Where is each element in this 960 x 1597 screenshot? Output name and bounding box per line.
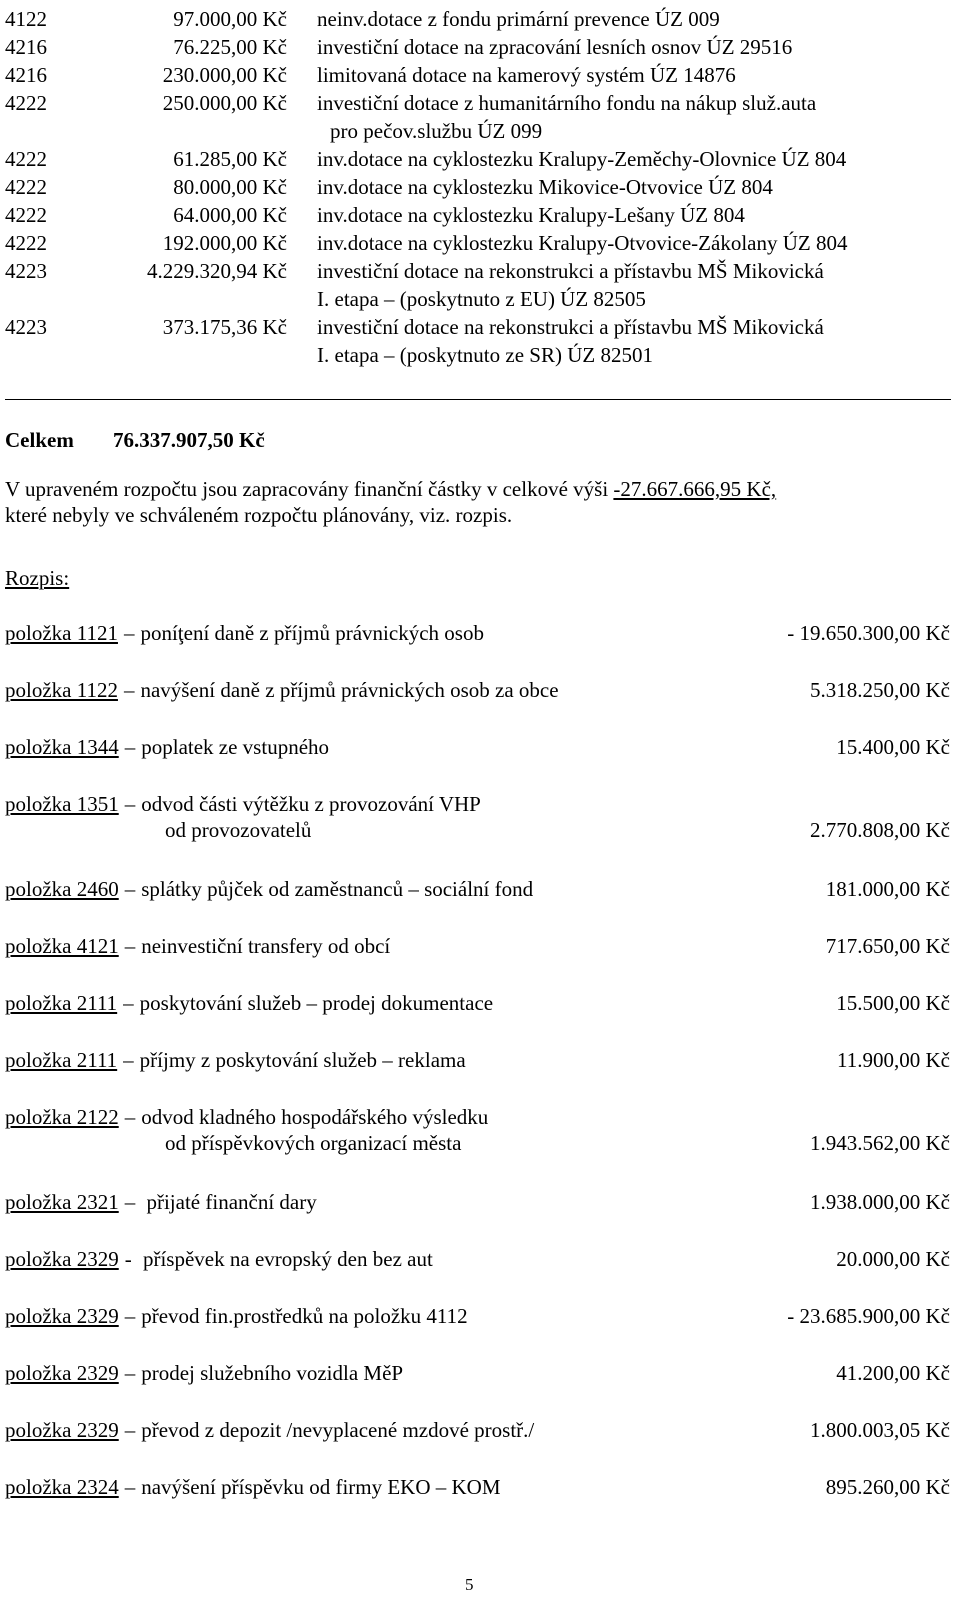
grant-row [5, 313, 955, 341]
item-code: položka 2329 [5, 1418, 119, 1442]
grant-description-continuation: I. etapa – (poskytnuto z EU) ÚZ 82505 [317, 287, 646, 311]
grant-amount: 230.000,00 Kč [162, 63, 287, 87]
grant-description: investiční dotace na rekonstrukci a přístavbu MŠ Mikovická [317, 259, 824, 283]
item-amount: 15.500,00 Kč [836, 991, 950, 1015]
summary-text: V upraveném rozpočtu jsou zapracovány finanční částky v celkové výši [5, 477, 614, 501]
item-amount: 895.260,00 Kč [825, 1475, 950, 1499]
grant-amount: 61.285,00 Kč [173, 147, 287, 171]
grant-row-continuation [5, 285, 955, 313]
item-description: prodej služebního vozidla MěP [141, 1361, 404, 1385]
grant-description: investiční dotace z humanitárního fondu na nákup služ.auta [317, 91, 817, 115]
item-description: navýšení daně z příjmů právnických osob za obce [140, 678, 559, 702]
list-item: položka 2111 – poskytování služeb – prodej dokumentace 15.500,00 Kč [5, 991, 950, 1015]
grant-amount: 80.000,00 Kč [173, 175, 287, 199]
grant-row [5, 201, 955, 229]
item-amount: 1.943.562,00 Kč [810, 1131, 950, 1155]
grant-description: inv.dotace na cyklostezku Kralupy-Otvovice-Zákolany ÚZ 804 [317, 231, 848, 255]
item-code: položka 2329 [5, 1361, 119, 1385]
item-code: položka 2321 [5, 1190, 119, 1214]
horizontal-rule [5, 399, 951, 400]
grant-description: neinv.dotace z fondu primární prevence ÚZ 009 [317, 7, 720, 31]
list-item: položka 1351 – odvod části výtěžku z provozování VHP od provozovatelů 2.770.808,00 Kč [5, 792, 950, 842]
grant-row-continuation [5, 117, 955, 145]
rozpis-heading: Rozpis: [5, 566, 70, 590]
grant-amount: 64.000,00 Kč [173, 203, 287, 227]
list-item: položka 4121 – neinvestiční transfery od obcí 717.650,00 Kč [5, 934, 950, 958]
item-description: odvod kladného hospodářského výsledku [141, 1105, 489, 1129]
grant-code: 4222 [5, 147, 47, 171]
item-description: příspěvek na evropský den bez aut [137, 1247, 433, 1271]
grant-amount: 76.225,00 Kč [173, 35, 287, 59]
item-amount: 2.770.808,00 Kč [810, 818, 950, 842]
item-code: položka 4121 [5, 934, 119, 958]
list-item: položka 2460 – splátky půjček od zaměstnanců – sociální fond 181.000,00 Kč [5, 877, 950, 901]
item-amount: 11.900,00 Kč [837, 1048, 950, 1072]
grant-amount: 192.000,00 Kč [162, 231, 287, 255]
grant-description: investiční dotace na rekonstrukci a přístavbu MŠ Mikovická [317, 315, 824, 339]
item-code: položka 2329 [5, 1304, 119, 1328]
item-description-line2: od příspěvkových organizací města [165, 1131, 462, 1155]
item-amount: 20.000,00 Kč [836, 1247, 950, 1271]
item-code: položka 2111 [5, 1048, 118, 1072]
grant-amount: 250.000,00 Kč [162, 91, 287, 115]
item-code: položka 2111 [5, 991, 118, 1015]
list-item [5, 1246, 950, 1272]
list-item: položka 2324 – navýšení příspěvku od firmy EKO – KOM 895.260,00 Kč [5, 1475, 950, 1499]
grant-row [5, 61, 955, 89]
summary-amount: -27.667.666,95 Kč, [613, 477, 777, 501]
grant-description: inv.dotace na cyklostezku Kralupy-Lešany ÚZ 804 [317, 203, 745, 227]
item-amount: - 19.650.300,00 Kč [787, 621, 950, 645]
grant-amount: 97.000,00 Kč [173, 7, 287, 31]
grant-code: 4122 [5, 7, 47, 31]
item-description: splátky půjček od zaměstnanců – sociální fond [141, 877, 534, 901]
item-code: položka 1344 [5, 735, 119, 759]
item-amount: 1.938.000,00 Kč [810, 1190, 950, 1214]
item-amount: 15.400,00 Kč [836, 735, 950, 759]
grant-description: inv.dotace na cyklostezku Kralupy-Zeměchy-Olovnice ÚZ 804 [317, 147, 847, 171]
item-description: neinvestiční transfery od obcí [141, 934, 391, 958]
page-number: 5 [465, 1575, 474, 1594]
grant-list [5, 5, 955, 369]
grant-code: 4223 [5, 259, 47, 283]
item-amount: 717.650,00 Kč [825, 934, 950, 958]
list-item: položka 2111 – příjmy z poskytování služeb – reklama 11.900,00 Kč [5, 1048, 950, 1072]
grant-row [5, 257, 955, 285]
grant-code: 4222 [5, 175, 47, 199]
list-item: položka 2329 – prodej služebního vozidla MěP 41.200,00 Kč [5, 1361, 950, 1385]
item-amount: 5.318.250,00 Kč [810, 678, 950, 702]
grant-row-continuation [5, 341, 955, 369]
item-description: přijaté finanční dary [141, 1190, 317, 1214]
item-description: odvod části výtěžku z provozování VHP [141, 792, 481, 816]
grant-code: 4216 [5, 63, 47, 87]
grant-code: 4222 [5, 231, 47, 255]
grant-row [5, 173, 955, 201]
summary-text-2: které nebyly ve schváleném rozpočtu plánovány, viz. rozpis. [5, 503, 513, 527]
list-item: položka 2329 – převod fin.prostředků na položku 4112 - 23.685.900,00 Kč [5, 1304, 950, 1328]
grant-description: investiční dotace na zpracování lesních osnov ÚZ 29516 [317, 35, 793, 59]
grant-code: 4223 [5, 315, 47, 339]
grant-code: 4216 [5, 35, 47, 59]
list-item: položka 1121 – poníţení daně z příjmů právnických osob - 19.650.300,00 Kč [5, 621, 950, 645]
summary-paragraph [5, 476, 950, 528]
grant-description: limitovaná dotace na kamerový systém ÚZ 14876 [317, 63, 736, 87]
item-code: položka 1122 [5, 678, 118, 702]
item-amount: 1.800.003,05 Kč [810, 1418, 950, 1442]
item-description: převod fin.prostředků na položku 4112 [141, 1304, 468, 1328]
item-description: navýšení příspěvku od firmy EKO – KOM [141, 1475, 501, 1499]
item-description: převod z depozit /nevyplacené mzdové prostř./ [141, 1418, 535, 1442]
item-code: položka 1351 [5, 792, 119, 816]
item-description-line2: od provozovatelů [165, 818, 312, 842]
grant-amount: 4.229.320,94 Kč [147, 259, 287, 283]
list-item: položka 1122 – navýšení daně z příjmů právnických osob za obce 5.318.250,00 Kč [5, 678, 950, 702]
item-amount: 41.200,00 Kč [836, 1361, 950, 1385]
total-value: 76.337.907,50 Kč [113, 428, 265, 452]
grant-row [5, 229, 955, 257]
item-description: poskytování služeb – prodej dokumentace [139, 991, 494, 1015]
grant-amount: 373.175,36 Kč [162, 315, 287, 339]
grant-description-continuation: I. etapa – (poskytnuto ze SR) ÚZ 82501 [317, 343, 653, 367]
grant-row [5, 145, 955, 173]
item-description: poplatek ze vstupného [141, 735, 330, 759]
item-code: položka 2329 [5, 1247, 119, 1271]
grant-row [5, 33, 955, 61]
item-code: položka 2324 [5, 1475, 119, 1499]
list-item: položka 1344 – poplatek ze vstupného 15.400,00 Kč [5, 735, 950, 759]
list-item: položka 2329 – převod z depozit /nevyplacené mzdové prostř./ 1.800.003,05 Kč [5, 1418, 950, 1442]
item-amount: - 23.685.900,00 Kč [787, 1304, 950, 1328]
item-code: položka 1121 [5, 621, 118, 645]
item-description: příjmy z poskytování služeb – reklama [139, 1048, 466, 1072]
grant-description: inv.dotace na cyklostezku Mikovice-Otvovice ÚZ 804 [317, 175, 773, 199]
item-amount: 181.000,00 Kč [825, 877, 950, 901]
grant-row [5, 89, 955, 117]
list-item: položka 2122 – odvod kladného hospodářského výsledku od příspěvkových organizací města 1.943.562,00 Kč [5, 1105, 950, 1155]
grant-code: 4222 [5, 203, 47, 227]
list-item: položka 2321 – přijaté finanční dary 1.938.000,00 Kč [5, 1190, 950, 1214]
item-description: poníţení daně z příjmů právnických osob [140, 621, 484, 645]
total-label: Celkem [5, 428, 74, 452]
item-separator: - [124, 1247, 132, 1271]
grant-code: 4222 [5, 91, 47, 115]
item-code: položka 2460 [5, 877, 119, 901]
item-code: položka 2122 [5, 1105, 119, 1129]
total-line [5, 428, 265, 453]
grant-description-continuation: pro pečov.službu ÚZ 099 [330, 119, 543, 143]
grant-row [5, 5, 955, 33]
